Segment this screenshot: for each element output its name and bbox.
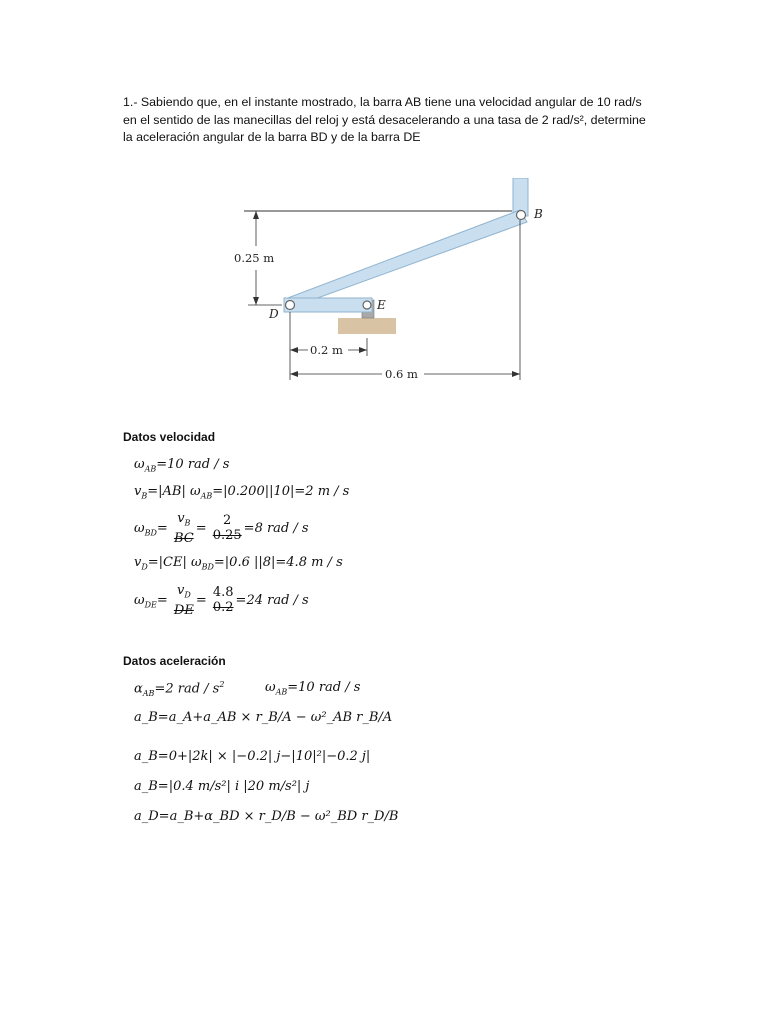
acceleration-eq-2: a_B=a_A+a_AB × r_B/A − ω²_AB r_B/A (134, 710, 393, 725)
velocity-eq-2: $v_B=|AB|$ $\omega_{AB}=|0.200||10|=2$ m / s (134, 484, 350, 501)
acceleration-eq-3: a_B=0+|2k| × |−0.2| j−|10|²|−0.2 j| (134, 749, 371, 764)
acceleration-eq-5: a_D=a_B+α_BD × r_D/B − ω²_BD r_D/B (134, 809, 399, 824)
acceleration-eq-1a: $\alpha_{AB}=2$ rad / $s^2$ (134, 680, 225, 698)
acceleration-section-title: Datos aceleración (123, 654, 226, 668)
pin-e (363, 301, 371, 309)
acceleration-eq-1b: $\omega_{AB}=10$ rad / s (265, 680, 361, 697)
pin-d (286, 301, 295, 310)
velocity-section-title: Datos velocidad (123, 430, 216, 444)
label-e: E (377, 298, 386, 312)
dim-vertical-label: 0.25 m (234, 251, 275, 265)
acceleration-eq-4: a_B=|0.4 m/s²| i |20 m/s²| j (134, 779, 310, 794)
mechanism-diagram (226, 178, 546, 390)
pin-b (517, 211, 526, 220)
velocity-eq-5: $\omega_{DE}=$ $v_D$ DE = 4.8 0.2 =24 rad / s (134, 583, 309, 618)
dim-short-label: 0.2 m (310, 343, 343, 357)
velocity-eq-4: $v_D=|CE|$ $\omega_{BD}=|0.6$ ||8|=4.8 m / s (134, 555, 343, 572)
velocity-eq-3: $\omega_{BD}=$ $v_B$ BC = 2 0.25 =8 rad / s (134, 511, 309, 546)
ground-block (338, 318, 396, 334)
bar-de (284, 298, 372, 312)
label-d: D (269, 307, 279, 321)
dim-long-label: 0.6 m (385, 367, 418, 381)
label-b: B (534, 207, 543, 221)
bar-bd (285, 210, 527, 308)
problem-statement: 1.- Sabiendo que, en el instante mostrado, la barra AB tiene una velocidad angular de 10 rad/s en el sentido de las manecillas del reloj y está desacelerando a una tasa de 2 rad/s², determine la aceleración angular de la barra BD y de la barra DE (123, 95, 646, 144)
velocity-eq-1: $\omega_{AB}=10$ rad / s (134, 457, 230, 474)
